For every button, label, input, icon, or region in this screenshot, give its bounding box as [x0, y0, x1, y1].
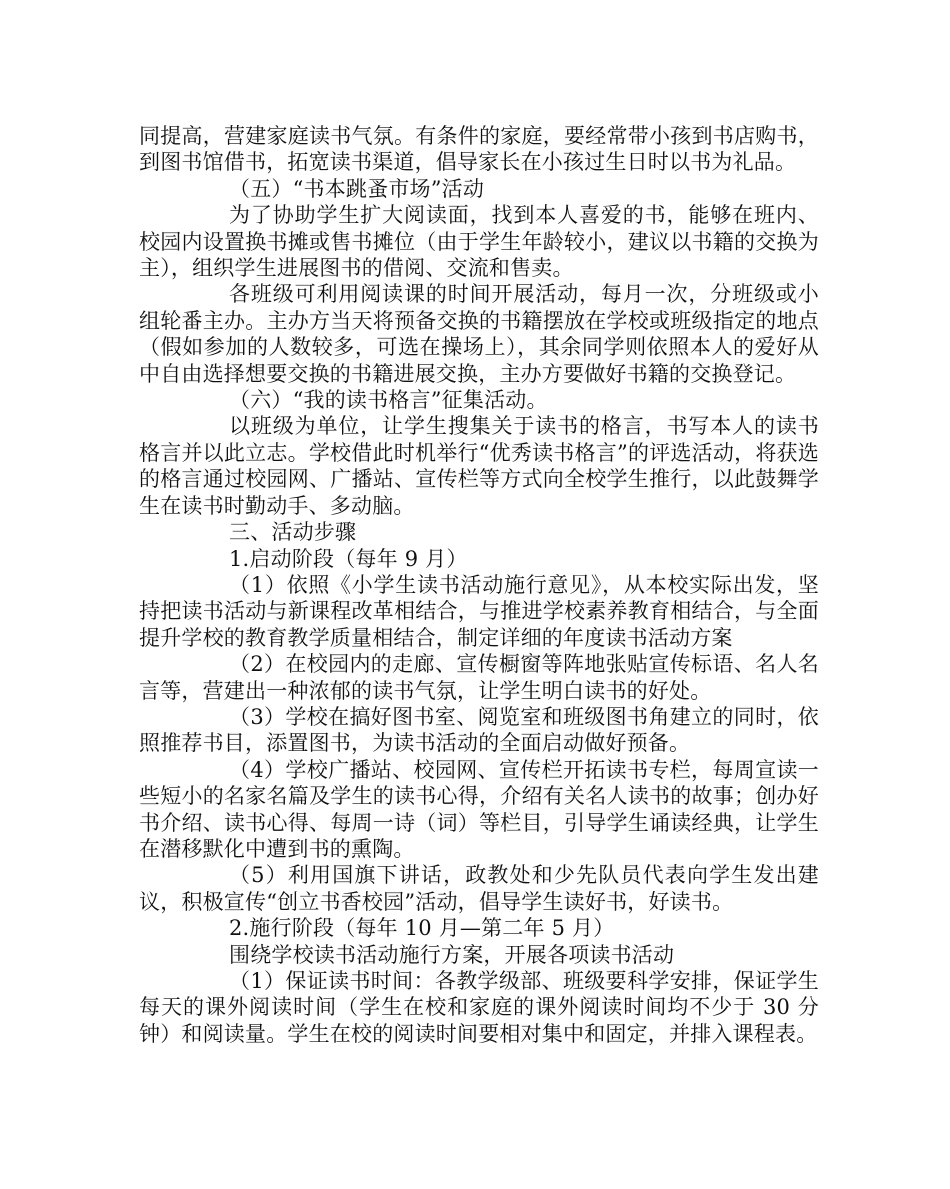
subsection-heading: 1.启动阶段（每年 9 月）	[229, 546, 468, 571]
paragraph: 围绕学校读书活动施行方案，开展各项读书活动	[229, 942, 675, 967]
paragraph: 以班级为单位，让学生搜集关于读书的格言，书写本人的读书格言并以此立志。学校借此时机举行“优秀读书格言”的评选活动，将获选的格言通过校园网、广播站、宣传栏等方式向全校学生推行，以此鼓舞学生在读书时勤动手、多动脑。	[139, 414, 819, 518]
paragraph: 为了协助学生扩大阅读面，找到本人喜爱的书，能够在班内、校园内设置换书摊或售书摊位（由于学生年龄较小，建议以书籍的交换为主），组织学生进展图书的借阅、交流和售卖。	[139, 203, 819, 281]
list-item: （1）依照《小学生读书活动施行意见》，从本校实际出发，坚持把读书活动与新课程改革相结合，与推进学校素养教育相结合，与全面提升学校的教育教学质量相结合，制定详细的年度读书活动方案	[139, 572, 819, 650]
document-body	[139, 123, 819, 1047]
section-heading: （五）“书本跳蚤市场”活动	[229, 176, 485, 201]
list-item: （5）利用国旗下讲话，政教处和少先队员代表向学生发出建议，积极宣传“创立书香校园”活动，倡导学生读好书，好读书。	[139, 863, 819, 914]
list-item: （1）保证读书时间：各教学级部、班级要科学安排，保证学生每天的课外阅读时间（学生在校和家庭的课外阅读时间均不少于 30 分钟）和阅读量。学生在校的阅读时间要相对集中和固定，并排入课程表。	[139, 969, 819, 1046]
list-item: （2）在校园内的走廊、宣传橱窗等阵地张贴宣传标语、名人名言等，营建出一种浓郁的读书气氛，让学生明白读书的好处。	[139, 652, 819, 703]
section-heading: （六）“我的读书格言”征集活动。	[229, 388, 548, 413]
paragraph: 各班级可利用阅读课的时间开展活动，每月一次，分班级或小组轮番主办。主办方当天将预备交换的书籍摆放在学校或班级指定的地点（假如参加的人数较多，可选在操场上），其余同学则依照本人的爱好从中自由选择想要交换的书籍进展交换，主办方要做好书籍的交换登记。	[139, 282, 819, 386]
section-heading: 三、活动步骤	[229, 520, 357, 545]
subsection-heading: 2.施行阶段（每年 10 月—第二年 5 月）	[229, 916, 615, 941]
list-item: （3）学校在搞好图书室、阅览室和班级图书角建立的同时，依照推荐书目，添置图书，为读书活动的全面启动做好预备。	[139, 704, 819, 756]
list-item: （4）学校广播站、校园网、宣传栏开拓读书专栏，每周宣读一些短小的名家名篇及学生的读书心得，介绍有关名人读书的故事；创办好书介绍、读书心得、每周一诗（词）等栏目，引导学生诵读经典，让学生在潜移默化中遭到书的熏陶。	[139, 757, 819, 861]
paragraph: 同提高，营建家庭读书气氛。有条件的家庭，要经常带小孩到书店购书，到图书馆借书，拓宽读书渠道，倡导家长在小孩过生日时以书为礼品。	[139, 124, 819, 175]
